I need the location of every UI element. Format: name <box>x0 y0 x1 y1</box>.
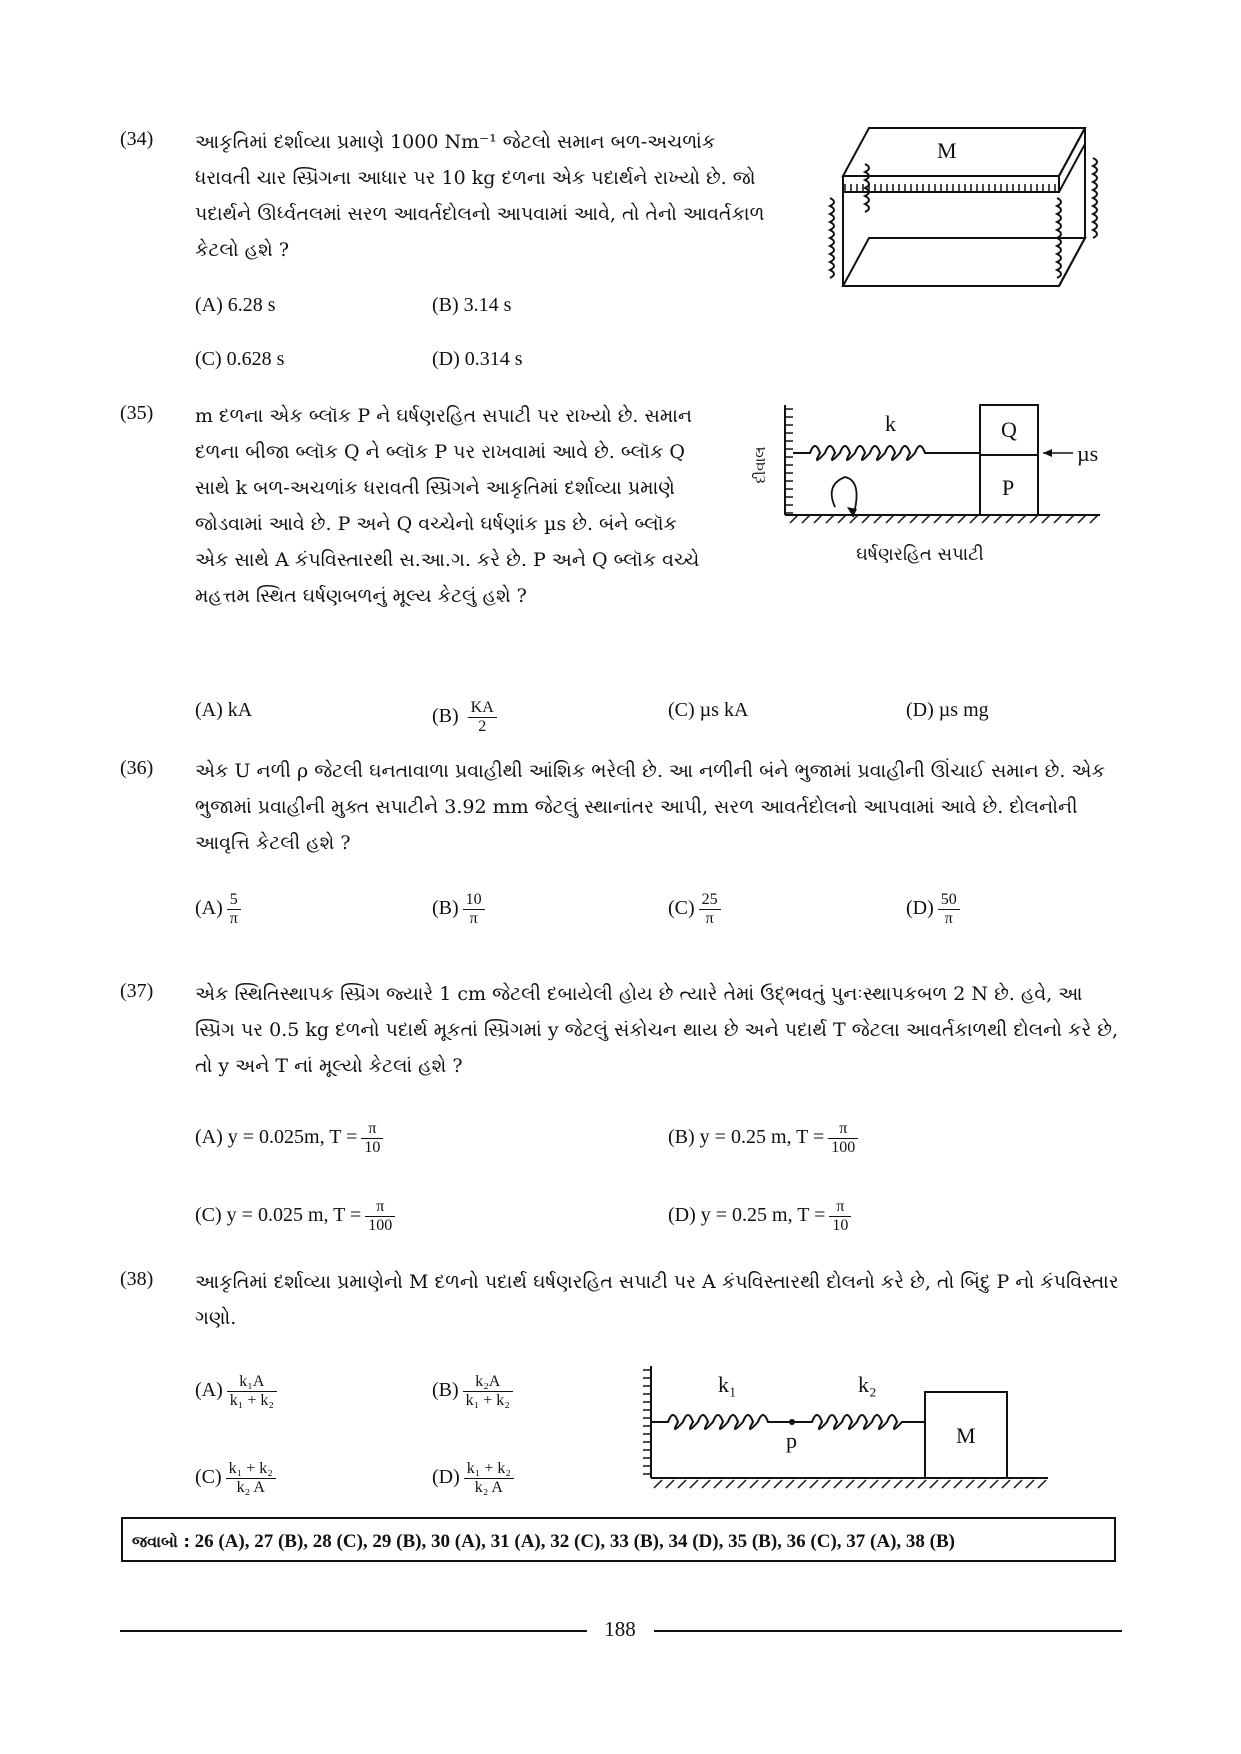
question-number: (35) <box>120 402 154 424</box>
block-m-label: M <box>956 1423 976 1448</box>
question-text: એક U નળી ρ જેટલી ઘનતાવાળા પ્રવાહીથી આંશિક ભરેલી છે. આ નળીની બંને ભુજામાં પ્રવાહીની ઊંચાઈ સમાન છે. એક ભુજામાં પ્રવાહીની મુક્ત સપાટીને 3.92 mm જેટલું સ્થાનાંતર આપી, સરળ આવર્તદોલનો આપવામાં આવે છે. દોલનોની આવૃત્તિ કેટલી હશે ? <box>195 760 1105 854</box>
two-spring-figure <box>640 1360 1070 1500</box>
footer-rule-left <box>120 1630 587 1632</box>
page-number: 188 <box>604 1617 636 1641</box>
fraction: $\frac{\pi}{10}$ <box>361 1120 383 1157</box>
option-a: (A) kA <box>195 699 253 721</box>
option-c: (C) $\frac{\text{k₁ + k₂}}{\text{k₂ A}}$ <box>195 1460 276 1497</box>
fraction: $\frac{\text{k₁ + k₂}}{\text{k₂ A}}$ <box>464 1460 514 1497</box>
option-d: (D) 0.314 s <box>432 348 523 370</box>
fraction: $\frac{\pi}{100}$ <box>828 1120 858 1157</box>
spring-k2-label: k₂ <box>858 1372 877 1397</box>
spring-k1-label: k₁ <box>718 1372 737 1397</box>
fraction: $\frac{\pi}{100}$ <box>365 1198 395 1235</box>
question-text: આકૃતિમાં દર્શાવ્યા પ્રમાણેનો M દળનો પદાર્થ ઘર્ષણરહિત સપાટી પર A કંપવિસ્તારથી દોલનો કરે છે, તો બિંદુ P નો કંપવિસ્તાર ગણો. <box>195 1271 1119 1329</box>
question-text: એક સ્થિતિસ્થાપક સ્પ્રિંગ જ્યારે 1 cm જેટલી દબાયેલી હોય છે ત્યારે તેમાં ઉદ્ભવતું પુનઃસ્થાપકબળ 2 N છે. હવે, આ સ્પ્રિંગ પર 0.5 kg દળનો પદાર્થ મૂકતાં સ્પ્રિંગમાં y જેટલું સંકોચન થાય છે અને પદાર્થ T જેટલા આવર્તકાળથી દોલનો કરે છે, તો y અને T નાં મૂલ્યો કેટલાં હશે ? <box>195 983 1119 1077</box>
figure-label-m: M <box>937 138 957 163</box>
block-q-label: Q <box>1001 417 1017 442</box>
option-a: (A) $\frac{5}{\pi}$ <box>195 891 241 928</box>
fraction: $\frac{25}{\pi}$ <box>699 891 721 928</box>
footer-rule-right <box>654 1630 1122 1632</box>
question-text: આકૃતિમાં દર્શાવ્યા પ્રમાણે 1000 Nm⁻¹ જેટલો સમાન બળ-અચળાંક ધરાવતી ચાર સ્પ્રિંગના આધાર પર 10 kg દળના એક પદાર્થને રાખ્યો છે. જો પદાર્થને ઊર્ધ્વતલમાં સરળ આવર્તદોલનો આપવામાં આવે, તો તેનો આવર્તકાળ કેટલો હશે ? <box>195 131 765 261</box>
spring-block-figure <box>735 395 1115 580</box>
option-c: (C) 0.628 s <box>195 348 285 370</box>
question-number: (34) <box>120 128 154 150</box>
mu-s-label: µs <box>1077 441 1099 466</box>
option-b: (B) $\frac{10}{\pi}$ <box>432 891 485 928</box>
fraction: $\frac{\pi}{10}$ <box>829 1198 851 1235</box>
option-a: (A) y = 0.025m, T = $\frac{\pi}{10}$ <box>195 1120 383 1157</box>
option-c: (C) $\frac{25}{\pi}$ <box>668 891 721 928</box>
fraction: $\frac{10}{\pi}$ <box>463 891 485 928</box>
question-text: m દળના એક બ્લૉક P ને ઘર્ષણરહિત સપાટી પર રાખ્યો છે. સમાન દળના બીજા બ્લૉક Q ને બ્લૉક P પર રાખવામાં આવે છે. બ્લૉક Q સાથે k બળ-અચળાંક ધરાવતી સ્પ્રિંગને આકૃતિમાં દર્શાવ્યા પ્રમાણે જોડવામાં આવે છે. P અને Q વચ્ચેનો ઘર્ષણાંક µs છે. બંને બ્લૉક એક સાથે A કંપવિસ્તારથી સ.આ.ગ. કરે છે. P અને Q બ્લૉક વચ્ચે મહત્તમ સ્થિત ઘર્ષણબળનું મૂલ્ય કેટલું હશે ? <box>195 405 700 607</box>
answer-key-label: જવાબો : <box>132 1532 190 1551</box>
option-b: (B) 3.14 s <box>432 294 512 316</box>
option-a: (A) 6.28 s <box>195 294 276 316</box>
option-c: (C) y = 0.025 m, T = $\frac{\pi}{100}$ <box>195 1198 395 1235</box>
fraction: $\frac{\text{k₁A}}{\text{k₁ + k₂}}$ <box>227 1373 277 1410</box>
option-d: (D) µs mg <box>906 699 989 721</box>
option-a: (A) $\frac{\text{k₁A}}{\text{k₁ + k₂}}$ <box>195 1373 277 1410</box>
option-b: (B) y = 0.25 m, T = $\frac{\pi}{100}$ <box>668 1120 858 1157</box>
four-spring-figure <box>825 118 1105 308</box>
option-b: (B) $\frac{\text{k₂A}}{\text{k₁ + k₂}}$ <box>432 1373 513 1410</box>
option-d: (D) $\frac{50}{\pi}$ <box>906 891 960 928</box>
fraction: $\frac{50}{\pi}$ <box>938 891 960 928</box>
fraction: $\frac{KA}{2}$ <box>468 699 497 736</box>
option-d: (D) $\frac{\text{k₁ + k₂}}{\text{k₂ A}}$ <box>432 1460 514 1497</box>
answer-key-text: 26 (A), 27 (B), 28 (C), 29 (B), 30 (A), 31 (A), 32 (C), 33 (B), 34 (D), 35 (B), 36 (C), 37 (A), 38 (B) <box>194 1531 955 1552</box>
answer-key <box>121 1517 1116 1562</box>
fraction: $\frac{5}{\pi}$ <box>227 891 241 928</box>
block-p-label: P <box>1002 475 1015 500</box>
wall-label: દીવાલ <box>751 446 769 484</box>
option-b: (B) $\frac{KA}{2}$ <box>432 699 497 736</box>
surface-caption: ઘર્ષણરહિત સપાટી <box>856 544 984 565</box>
fraction: $\frac{\text{k₁ + k₂}}{\text{k₂ A}}$ <box>226 1460 276 1497</box>
point-p-label: p <box>786 1428 797 1453</box>
option-c: (C) µs kA <box>668 699 749 721</box>
question-number: (36) <box>120 757 154 779</box>
question-number: (37) <box>120 980 154 1002</box>
option-d: (D) y = 0.25 m, T = $\frac{\pi}{10}$ <box>668 1198 851 1235</box>
spring-k-label: k <box>885 411 896 436</box>
question-number: (38) <box>120 1268 154 1290</box>
fraction: $\frac{\text{k₂A}}{\text{k₁ + k₂}}$ <box>463 1373 513 1410</box>
